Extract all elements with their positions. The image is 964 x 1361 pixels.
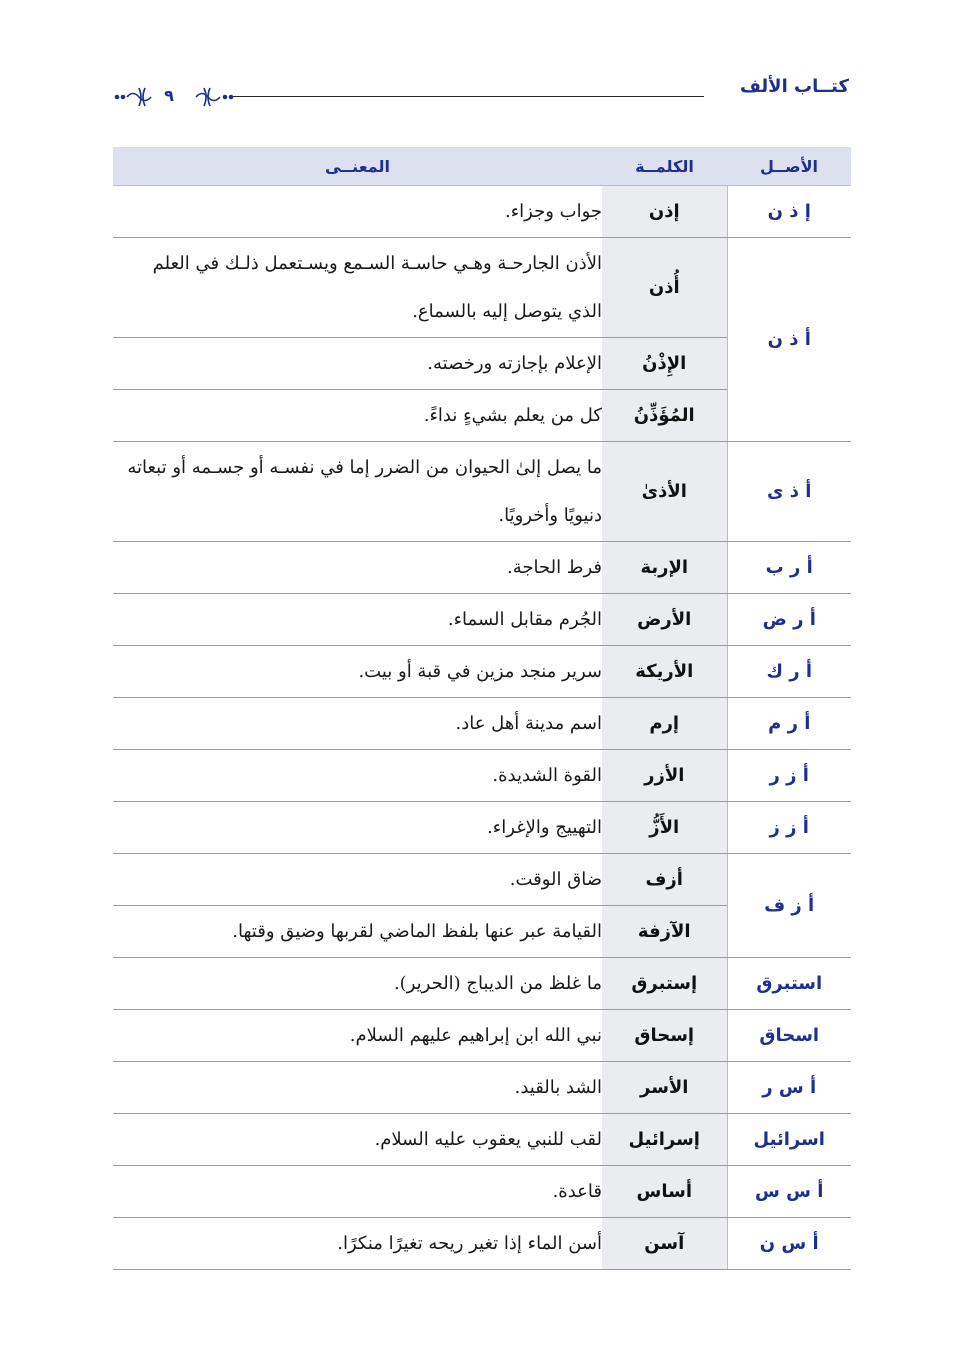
meaning-cell: سرير منجد مزين في قبة أو بيت. [113, 646, 602, 698]
word-cell: أُذن [602, 238, 727, 338]
root-cell: أ ز ز [727, 802, 851, 854]
meaning-cell: الشد بالقيد. [113, 1062, 602, 1114]
table-row [113, 1062, 851, 1114]
word-cell: الأَزُّ [602, 802, 727, 854]
table-row [113, 646, 851, 698]
root-cell: أ ر ب [727, 542, 851, 594]
root-cell: أ ذ ى [727, 442, 851, 542]
meaning-cell: فرط الحاجة. [113, 542, 602, 594]
root-cell: اسحاق [727, 1010, 851, 1062]
root-cell: أ ز ر [727, 750, 851, 802]
chapter-title: كتــاب الألف [739, 76, 849, 97]
word-cell: أساس [602, 1166, 727, 1218]
table-row [113, 698, 851, 750]
word-cell: الأزر [602, 750, 727, 802]
table-header-row [113, 147, 851, 186]
meaning-cell: ما غلظ من الديباج (الحرير). [113, 958, 602, 1010]
word-cell: إسحاق [602, 1010, 727, 1062]
word-cell: الإربة [602, 542, 727, 594]
word-cell: إستبرق [602, 958, 727, 1010]
word-cell: إرم [602, 698, 727, 750]
table-row [113, 802, 851, 854]
meaning-cell: ما يصل إلىٰ الحيوان من الضرر إما في نفسـه أو جسـمه أو تبعاته دنيويًا وأخرويًا. [113, 442, 602, 542]
table-row [113, 958, 851, 1010]
meaning-cell: الأذن الجارحـة وهـي حاسـة السـمع ويسـتعمل ذلـك في العلم الذي يتوصل إليه بالسماع. [113, 238, 602, 338]
table-row [113, 594, 851, 646]
word-cell: أزف [602, 854, 727, 906]
page-number: ٩ [164, 86, 174, 105]
meaning-cell: القوة الشديدة. [113, 750, 602, 802]
meaning-cell: نبي الله ابن إبراهيم عليهم السلام. [113, 1010, 602, 1062]
root-cell: أ ر م [727, 698, 851, 750]
root-cell: استبرق [727, 958, 851, 1010]
word-cell: الإِذْنُ [602, 338, 727, 390]
word-cell: الآزفة [602, 906, 727, 958]
table-row [113, 750, 851, 802]
root-cell: اسرائيل [727, 1114, 851, 1166]
word-cell: المُؤَذِّنُ [602, 390, 727, 442]
table-row [113, 542, 851, 594]
header-rule [232, 96, 704, 97]
word-cell: إذن [602, 186, 727, 238]
word-cell: إسرائيل [602, 1114, 727, 1166]
root-cell: أ س ر [727, 1062, 851, 1114]
root-cell: أ ذ ن [727, 238, 851, 442]
meaning-cell: ضاق الوقت. [113, 854, 602, 906]
meaning-cell: اسم مدينة أهل عاد. [113, 698, 602, 750]
table-row [113, 1218, 851, 1270]
column-header-meaning: المعنــى [113, 147, 602, 186]
meaning-cell: قاعدة. [113, 1166, 602, 1218]
word-cell: آسن [602, 1218, 727, 1270]
meaning-cell: جواب وجزاء. [113, 186, 602, 238]
meaning-cell: الإعلام بإجازته ورخصته. [113, 338, 602, 390]
table-row [113, 1010, 851, 1062]
table-row [113, 1114, 851, 1166]
word-cell: الأرض [602, 594, 727, 646]
word-cell: الأريكة [602, 646, 727, 698]
table-row [113, 1166, 851, 1218]
root-cell: أ ر ض [727, 594, 851, 646]
meaning-cell: الجُرم مقابل السماء. [113, 594, 602, 646]
root-cell: أ س س [727, 1166, 851, 1218]
glossary-table [113, 147, 851, 1270]
table-row [113, 238, 851, 338]
meaning-cell: كل من يعلم بشيءٍ نداءً. [113, 390, 602, 442]
word-cell: الأذىٰ [602, 442, 727, 542]
root-cell: أ س ن [727, 1218, 851, 1270]
word-cell: الأسر [602, 1062, 727, 1114]
meaning-cell: لقب للنبي يعقوب عليه السلام. [113, 1114, 602, 1166]
table-row [113, 186, 851, 238]
meaning-cell: التهييج والإغراء. [113, 802, 602, 854]
table-row [113, 442, 851, 542]
root-cell: أ ر ك [727, 646, 851, 698]
root-cell: إ ذ ن [727, 186, 851, 238]
meaning-cell: القيامة عبر عنها بلفظ الماضي لقربها وضيق وقتها. [113, 906, 602, 958]
column-header-root: الأصــل [727, 147, 851, 186]
table-row [113, 854, 851, 906]
meaning-cell: أسن الماء إذا تغير ريحه تغيرًا منكرًا. [113, 1218, 602, 1270]
root-cell: أ ز ف [727, 854, 851, 958]
column-header-word: الكلمــة [602, 147, 727, 186]
